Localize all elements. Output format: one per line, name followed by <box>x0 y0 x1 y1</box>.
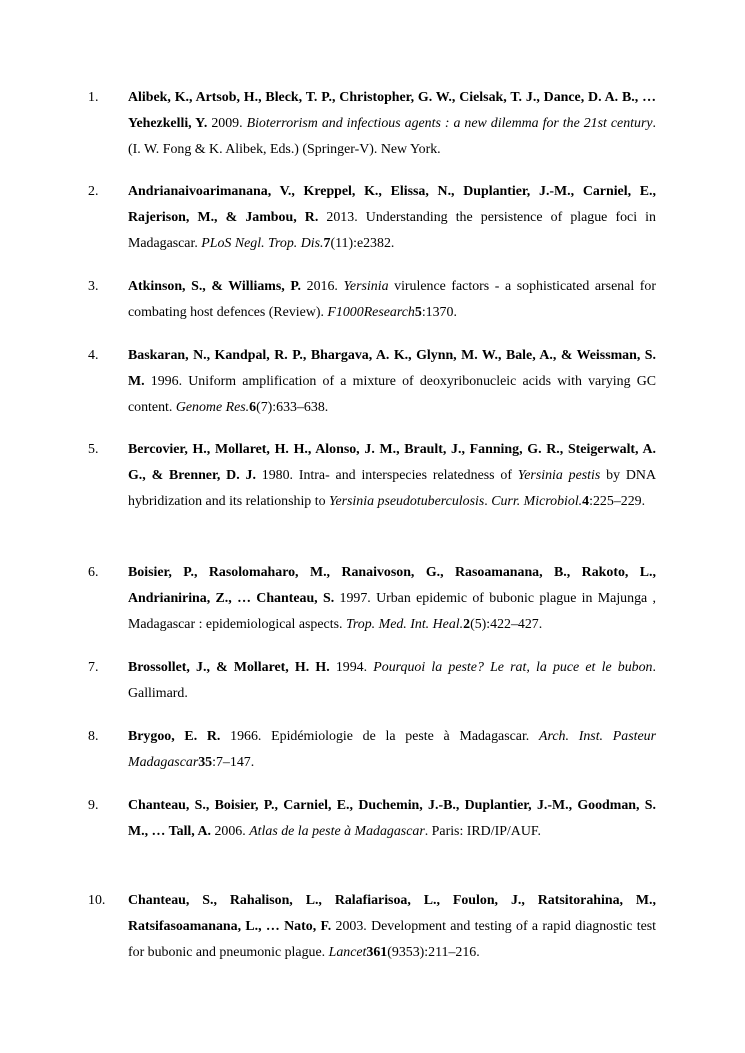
reference-year: 1997. <box>334 591 377 607</box>
reference-number: 8. <box>88 729 99 744</box>
reference-journal: Trop. Med. Int. Heal. <box>345 617 464 633</box>
reference-text <box>128 793 656 845</box>
reference-item <box>88 888 656 967</box>
reference-authors: Andrianaivoarimanana, V., Kreppel, K., Elissa, N., Duplantier, J.-M., Carniel, E., Rajerison, M., & Jambou, R. <box>128 184 656 226</box>
reference-authors: Bercovier, H., Mollaret, H. H., Alonso, J. M., Brault, J., Fanning, G. R., Steigerwalt, A. G., & Brenner, D. J. <box>128 442 656 484</box>
reference-title-mid: by DNA hybridization and its relationship to <box>128 468 656 510</box>
reference-item <box>88 85 656 164</box>
reference-number: 9. <box>88 798 99 813</box>
reference-year: 2016. <box>301 279 344 294</box>
reference-year: 2006. <box>210 824 250 840</box>
reference-journal: Genome Res. <box>175 400 250 416</box>
reference-number: 10. <box>88 893 106 908</box>
reference-journal: Arch. Inst. Pasteur Madagascar <box>128 729 656 771</box>
reference-number: 1. <box>88 90 99 105</box>
reference-item <box>88 179 656 258</box>
reference-journal: F1000Research <box>327 305 415 321</box>
reference-pages: :1370. <box>421 305 457 321</box>
reference-volume: 2 <box>463 617 471 633</box>
reference-title: Epidémiologie de la peste à Madagascar. <box>271 729 540 744</box>
reference-text <box>128 85 656 164</box>
reference-item <box>88 793 656 845</box>
reference-authors: Brossollet, J., & Mollaret, H. H. <box>128 660 330 675</box>
reference-number: 5. <box>88 442 99 457</box>
reference-text <box>128 274 656 326</box>
reference-book-title: Pourquoi la peste? Le rat, la puce et le bubon <box>373 660 653 675</box>
reference-text <box>128 655 656 707</box>
reference-title: Intra- and interspecies relatedness of <box>298 468 518 484</box>
reference-authors: Chanteau, S., Rahalison, L., Ralafiarisoa, L., Foulon, J., Ratsitorahina, M., Ratsifasoamanana, L., … Nato, F. <box>128 893 656 935</box>
reference-title: virulence factors - a sophisticated arsenal for combating host defences (Review). <box>128 279 656 321</box>
reference-year: 2003. <box>331 919 372 935</box>
reference-journal: Lancet <box>328 945 367 961</box>
reference-volume: 7 <box>323 236 331 252</box>
reference-pages: (5):422–427. <box>470 617 543 633</box>
reference-volume: 361 <box>366 945 388 961</box>
reference-pages: :7–147. <box>212 755 255 771</box>
reference-volume: 4 <box>582 494 590 510</box>
reference-text <box>128 437 656 516</box>
reference-pages: (11):e2382. <box>330 236 395 252</box>
reference-text <box>128 343 656 422</box>
reference-book-title: Bioterrorism and infectious agents : a new dilemma for the 21st century <box>246 116 653 132</box>
reference-text <box>128 179 656 258</box>
reference-authors: Chanteau, S., Boisier, P., Carniel, E., Duchemin, J.-B., Duplantier, J.-M., Goodman, S. M., … Tall, A. <box>128 798 656 840</box>
reference-item <box>88 343 656 422</box>
reference-publisher: . (I. W. Fong & K. Alibek, Eds.) (Springer-V). New York. <box>128 116 656 158</box>
reference-authors: Boisier, P., Rasolomaharo, M., Ranaivoson, G., Rasoamanana, B., Rakoto, L., Andrianirina, Z., … Chanteau, S. <box>128 565 656 607</box>
reference-volume: 6 <box>249 400 257 416</box>
reference-publisher: . Gallimard. <box>128 660 656 702</box>
reference-authors: Baskaran, N., Kandpal, R. P., Bhargava, A. K., Glynn, M. W., Bale, A., & Weissman, S. M. <box>128 348 656 390</box>
reference-year: 2013. <box>318 210 366 226</box>
reference-text <box>128 560 656 639</box>
reference-number: 7. <box>88 660 99 675</box>
reference-journal: Curr. Microbiol. <box>491 494 583 510</box>
reference-authors: Atkinson, S., & Williams, P. <box>128 279 302 294</box>
reference-authors: Brygoo, E. R. <box>128 729 221 744</box>
reference-year: 1994. <box>329 660 374 675</box>
reference-number: 3. <box>88 279 99 294</box>
reference-year: 1966. <box>220 729 272 744</box>
reference-volume: 35 <box>198 755 213 771</box>
reference-species: Yersinia pestis <box>517 468 601 484</box>
reference-pages: (7):633–638. <box>256 400 329 416</box>
reference-text <box>128 888 656 967</box>
reference-publisher: . Paris: IRD/IP/AUF. <box>424 824 541 840</box>
reference-title: Understanding the persistence of plague foci in Madagascar. <box>128 210 656 252</box>
reference-number: 6. <box>88 565 99 580</box>
reference-genus: Yersinia <box>343 279 389 294</box>
reference-journal: PLoS Negl. Trop. Dis. <box>201 236 324 252</box>
reference-number: 2. <box>88 184 99 199</box>
reference-year: 1996. <box>144 374 189 390</box>
reference-title: Uniform amplification of a mixture of deoxyribonucleic acids with varying GC content. <box>128 374 657 416</box>
reference-pages: :225–229. <box>589 494 646 510</box>
reference-year: 1980. <box>255 468 299 484</box>
reference-pages: (9353):211–216. <box>387 945 480 961</box>
reference-item <box>88 560 656 639</box>
reference-book-title: Atlas de la peste à Madagascar <box>249 824 425 840</box>
reference-volume: 5 <box>414 305 422 321</box>
reference-item <box>88 437 656 516</box>
reference-species: Yersinia pseudotuberculosis <box>329 494 485 510</box>
reference-title: Urban epidemic of bubonic plague in Majunga , Madagascar : epidemiological aspects. <box>128 591 656 633</box>
reference-text <box>128 724 656 776</box>
reference-item <box>88 274 656 326</box>
reference-title-end: . <box>484 494 492 510</box>
reference-title: Development and testing of a rapid diagnostic test for bubonic and pneumonic plague. <box>128 919 656 961</box>
reference-item <box>88 724 656 776</box>
reference-year: 2009. <box>207 116 247 132</box>
reference-authors: Alibek, K., Artsob, H., Bleck, T. P., Christopher, G. W., Cielsak, T. J., Dance, D. A. B., … Yehezkelli, Y. <box>128 90 656 132</box>
reference-item <box>88 655 656 707</box>
reference-number: 4. <box>88 348 99 363</box>
